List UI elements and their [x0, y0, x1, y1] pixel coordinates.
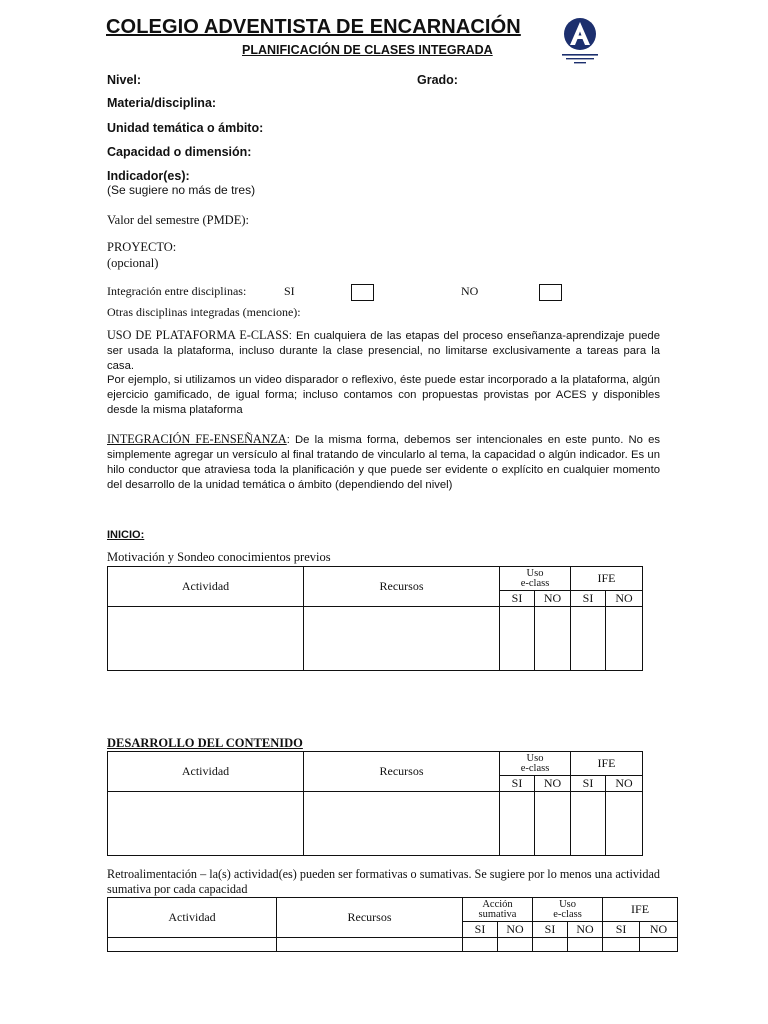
school-title: COLEGIO ADVENTISTA DE ENCARNACIÓN	[106, 16, 521, 38]
col-eclass-no: NO	[535, 776, 571, 792]
col-uso-eclass	[500, 567, 571, 591]
accion-text: Acción	[482, 898, 513, 910]
retro-recursos-cell[interactable]	[277, 938, 463, 952]
col-ife: IFE	[571, 567, 643, 591]
col-accion-si: SI	[463, 922, 498, 938]
col-ife-si: SI	[571, 591, 606, 607]
proyecto-note: (opcional)	[107, 256, 159, 270]
uso-text: Uso	[526, 752, 544, 764]
proyecto-label: PROYECTO:	[107, 240, 177, 254]
document-subtitle: PLANIFICACIÓN DE CLASES INTEGRADA	[242, 43, 493, 57]
desarrollo-recursos-cell[interactable]	[304, 792, 500, 856]
unidad-label: Unidad temática o ámbito:	[107, 121, 264, 135]
sumativa-text: sumativa	[478, 908, 517, 920]
integracion-no-checkbox[interactable]	[539, 284, 562, 301]
eclass-text: e-class	[520, 762, 550, 774]
col-uso-eclass	[533, 898, 603, 922]
col-uso-eclass	[500, 752, 571, 776]
inicio-actividad-cell[interactable]	[108, 607, 304, 671]
integracion-label: Integración entre disciplinas:	[107, 284, 247, 298]
uso-text: Uso	[559, 898, 576, 910]
otras-disciplinas-label: Otras disciplinas integradas (mencione):	[107, 305, 301, 319]
col-recursos: Recursos	[304, 752, 500, 792]
col-ife-no: NO	[606, 776, 643, 792]
fe-paragraph	[107, 432, 660, 493]
eclass-paragraph-2: Por ejemplo, si utilizamos un video disparador o reflexivo, éste puede estar incorporado a la plataforma, algún ejercicio gamificado, de igual forma; incluso contamos con propuestas provistas por ACES y disponibles desde la misma plataforma	[107, 374, 660, 416]
retro-paragraph: Retroalimentación – la(s) actividad(es) pueden ser formativas o sumativas. Se sugiere por lo menos una actividad sumativa por cada capacidad	[107, 867, 661, 896]
retro-table	[107, 897, 678, 952]
fe-lead: INTEGRACIÓN FE-ENSEÑANZA	[107, 432, 287, 446]
inicio-ife-si-cell[interactable]	[571, 607, 606, 671]
retro-ife-si-cell[interactable]	[603, 938, 640, 952]
col-ife-no: NO	[606, 591, 643, 607]
retro-eclass-si-cell[interactable]	[533, 938, 568, 952]
inicio-heading: INICIO:	[107, 529, 145, 541]
desarrollo-eclass-si-cell[interactable]	[500, 792, 535, 856]
inicio-eclass-si-cell[interactable]	[500, 607, 535, 671]
col-ife: IFE	[571, 752, 643, 776]
inicio-recursos-cell[interactable]	[304, 607, 500, 671]
col-recursos: Recursos	[277, 898, 463, 938]
col-recursos: Recursos	[304, 567, 500, 607]
capacidad-label: Capacidad o dimensión:	[107, 145, 252, 159]
integracion-si-label: SI	[284, 284, 295, 298]
eclass-text: : En cualquiera de las etapas del proceso enseñanza-aprendizaje puede ser usada la plataforma, incluso durante la clase presencial, no limitarse exclusivamente a tareas para la casa.	[107, 330, 660, 372]
col-eclass-si: SI	[500, 776, 535, 792]
col-actividad: Actividad	[108, 752, 304, 792]
col-eclass-si: SI	[500, 591, 535, 607]
col-actividad: Actividad	[108, 567, 304, 607]
materia-label: Materia/disciplina:	[107, 96, 217, 110]
retro-eclass-no-cell[interactable]	[568, 938, 603, 952]
retro-text	[107, 867, 667, 897]
eclass-paragraph	[107, 328, 660, 374]
desarrollo-table	[107, 751, 643, 856]
retro-accion-no-cell[interactable]	[498, 938, 533, 952]
col-accion-no: NO	[498, 922, 533, 938]
col-ife-no: NO	[640, 922, 678, 938]
uso-text: Uso	[526, 567, 544, 579]
desarrollo-ife-si-cell[interactable]	[571, 792, 606, 856]
desarrollo-eclass-no-cell[interactable]	[535, 792, 571, 856]
inicio-ife-no-cell[interactable]	[606, 607, 643, 671]
nivel-label: Nivel:	[107, 73, 142, 87]
indicadores-note: (Se sugiere no más de tres)	[107, 183, 256, 197]
fe-text: : De la misma forma, debemos ser intencionales en este punto. No es simplemente agregar un versículo al final tratando de vincularlo al tema, la capacidad o algún indicador. Es un hilo conductor que atraviesa toda la planificación y que puede ser evidente o explícito en cualquier momento del desarrollo de la unidad temática o ámbito (dependiendo del nivel)	[107, 434, 661, 491]
integracion-si-checkbox[interactable]	[351, 284, 374, 301]
inicio-subheading: Motivación y Sondeo conocimientos previos	[107, 550, 331, 564]
inicio-table	[107, 566, 643, 671]
valor-label: Valor del semestre (PMDE):	[107, 213, 249, 227]
eclass-text: e-class	[520, 577, 550, 589]
grado-label: Grado:	[417, 73, 458, 87]
retro-actividad-cell[interactable]	[108, 938, 277, 952]
indicadores-label: Indicador(es):	[107, 169, 190, 183]
col-actividad: Actividad	[108, 898, 277, 938]
eclass-text: e-class	[553, 908, 582, 920]
integracion-no-label: NO	[461, 284, 479, 298]
col-ife-si: SI	[571, 776, 606, 792]
retro-ife-no-cell[interactable]	[640, 938, 678, 952]
retro-accion-si-cell[interactable]	[463, 938, 498, 952]
eclass-lead: USO DE PLATAFORMA E-CLASS	[107, 328, 289, 342]
col-eclass-no: NO	[535, 591, 571, 607]
desarrollo-heading: DESARROLLO DEL CONTENIDO	[107, 736, 303, 750]
inicio-eclass-no-cell[interactable]	[535, 607, 571, 671]
col-accion-sumativa	[463, 898, 533, 922]
desarrollo-actividad-cell[interactable]	[108, 792, 304, 856]
col-ife-si: SI	[603, 922, 640, 938]
col-eclass-no: NO	[568, 922, 603, 938]
col-eclass-si: SI	[533, 922, 568, 938]
desarrollo-ife-no-cell[interactable]	[606, 792, 643, 856]
col-ife: IFE	[603, 898, 678, 922]
school-logo	[554, 14, 606, 72]
